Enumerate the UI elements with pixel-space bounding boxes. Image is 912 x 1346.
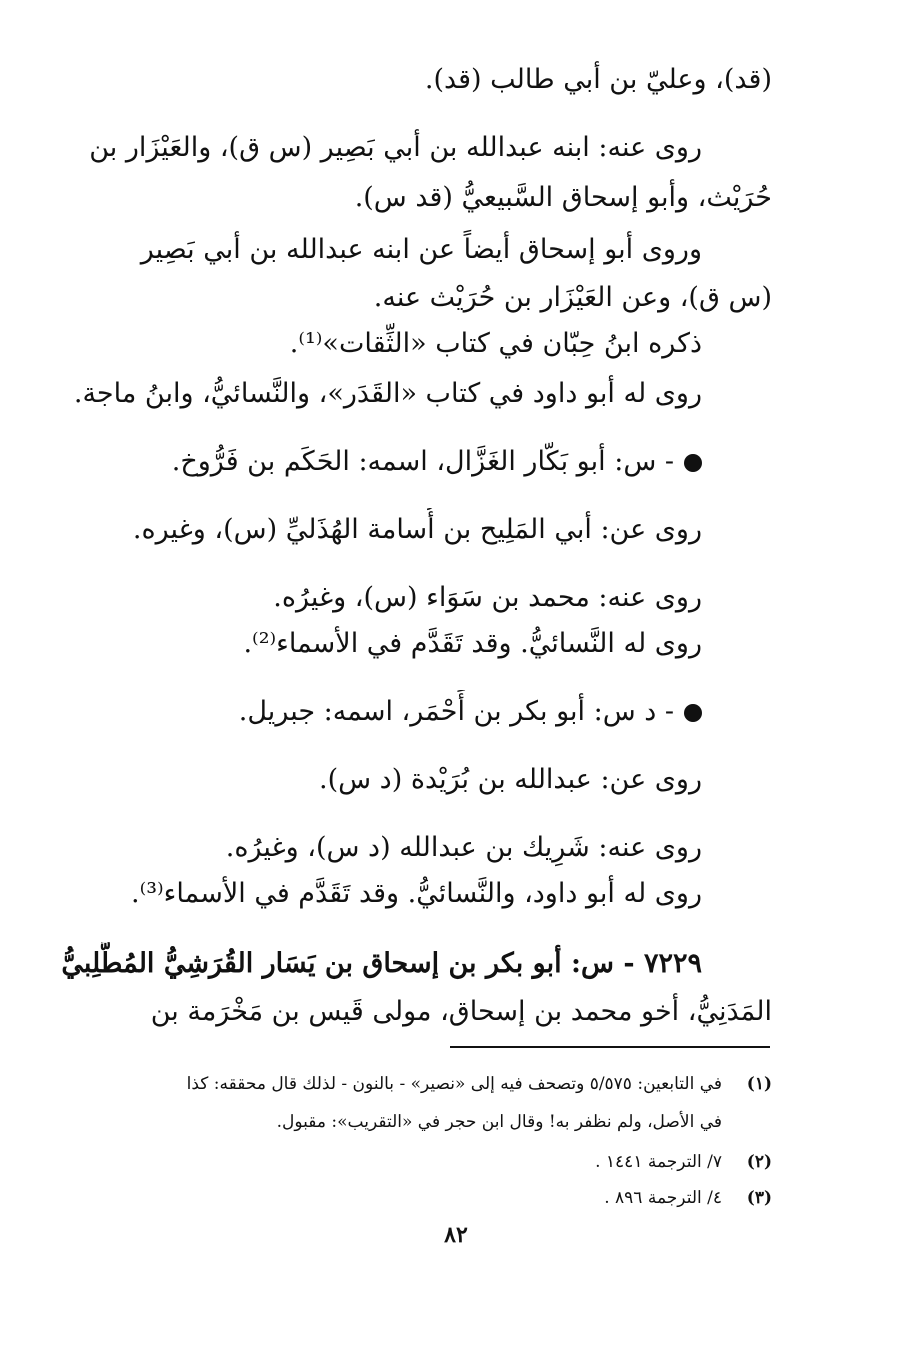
footnote-1-text-continued: في الأصل، ولم نظفر به! وقال ابن حجر في «التقريب»: مقبول. — [276, 1112, 722, 1132]
text-line-2: روى عنه: ابنه عبدالله بن أبي بَصِير (س ق)، والعَيْزَار بن — [89, 132, 702, 163]
footnote-2-number: (٢) — [746, 1152, 772, 1172]
text-line-9: روى عن: أبي المَلِيح بن أُسامة الهُذَليِّ (س)، وغيره. — [132, 514, 702, 545]
text-line-13: روى عن: عبدالله بن بُرَيْدة (د س). — [319, 764, 702, 795]
text-line-6: ذكره ابنُ حِبّان في كتاب «الثِّقات»⁽¹⁾. — [289, 328, 702, 359]
page-number: ٨٢ — [444, 1222, 468, 1248]
text-line-14: روى عنه: شَرِيك بن عبدالله (د س)، وغيرُه. — [225, 832, 702, 863]
text-line-1: (قد)، وعليّ بن أبي طالب (قد). — [424, 64, 772, 95]
footnote-divider — [450, 1046, 770, 1048]
footnote-1-text: في التابعين: ٥/٥٧٥ وتصحف فيه إلى «نصير» - بالنون - لذلك قال محققه: كذا — [186, 1074, 722, 1094]
text-line-17: المَدَنِيُّ، أخو محمد بن إسحاق، مولى قَيس بن مَخْرَمة بن — [150, 996, 772, 1027]
entry-heading-2 — [60, 690, 702, 734]
footnote-3 — [60, 1184, 772, 1212]
footnote-1-continued — [60, 1108, 722, 1136]
footnote-2 — [60, 1148, 772, 1176]
footnote-2-text: ٧/ الترجمة ١٤٤١ . — [595, 1152, 722, 1172]
footnote-3-number: (٣) — [746, 1188, 772, 1208]
entry-heading-1-text: - س: أبو بَكّار الغَزَّال، اسمه: الحَكَم بن فَرُّوخ. — [171, 446, 674, 477]
text-line-4: وروى أبو إسحاق أيضاً عن ابنه عبدالله بن أبي بَصِير — [140, 234, 702, 265]
bullet-icon — [684, 454, 702, 472]
text-line-3: حُرَيْث، وأبو إسحاق السَّبيعيُّ (قد س). — [354, 182, 772, 213]
entry-heading-7229: ٧٢٢٩ - س: أبو بكر بن إسحاق بن يَسَار القُرَشِيُّ المُطَّلِبيُّ — [61, 948, 702, 979]
text-line-15: روى له أبو داود، والنَّسائيُّ. وقد تَقَدَّم في الأسماء⁽³⁾. — [131, 878, 702, 909]
text-line-10: روى عنه: محمد بن سَوَاء (س)، وغيرُه. — [273, 582, 702, 613]
text-line-11: روى له النَّسائيُّ. وقد تَقَدَّم في الأسماء⁽²⁾. — [243, 628, 702, 659]
footnote-1-number: (١) — [746, 1074, 772, 1094]
entry-heading-2-text: - د س: أبو بكر بن أَحْمَر، اسمه: جبريل. — [238, 696, 674, 727]
footnote-3-text: ٤/ الترجمة ٨٩٦ . — [604, 1188, 722, 1208]
footnote-1 — [60, 1070, 772, 1098]
bullet-icon — [684, 704, 702, 722]
text-line-5: (س ق)، وعن العَيْزَار بن حُرَيْث عنه. — [373, 282, 772, 313]
text-line-7: روى له أبو داود في كتاب «القَدَر»، والنَّسائيُّ، وابنُ ماجة. — [73, 378, 702, 409]
entry-heading-1 — [60, 440, 702, 484]
